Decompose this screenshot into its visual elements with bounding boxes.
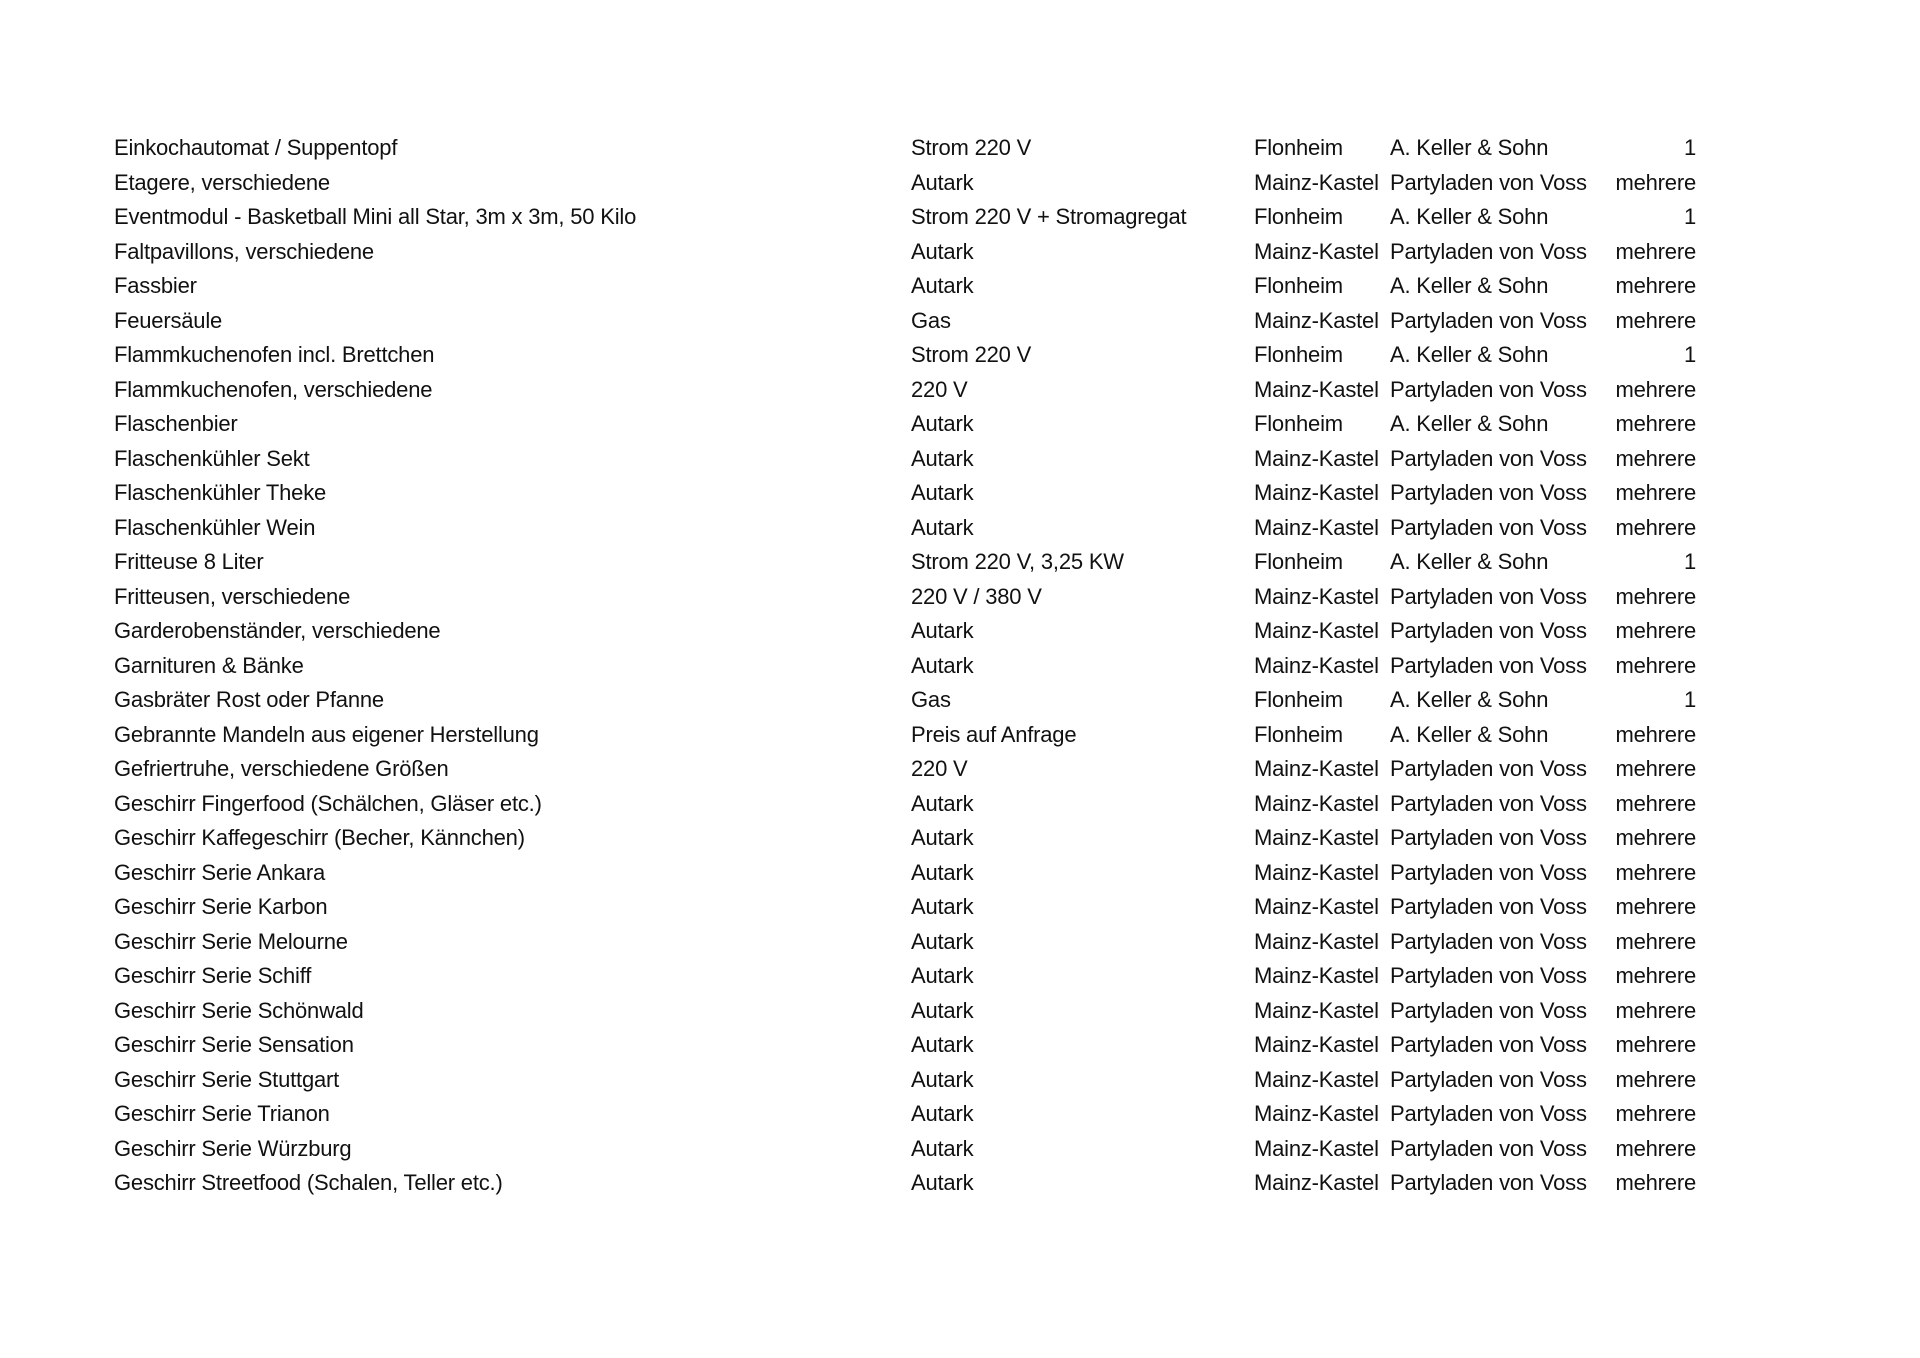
table-row (0, 580, 1920, 615)
table-row (0, 1097, 1920, 1132)
location-cell: Flonheim (1254, 135, 1343, 160)
location-cell: Flonheim (1254, 721, 1343, 747)
item-name-cell: Garderobenständer, verschiedene (114, 618, 441, 643)
supplier-cell: Partyladen von Voss (1390, 790, 1587, 816)
location-cell: Mainz-Kastel (1254, 307, 1379, 333)
supplier-cell: Partyladen von Voss (1390, 963, 1587, 988)
item-name-cell: Feuersäule (114, 307, 223, 333)
item-name-cell: Fassbier (114, 273, 197, 298)
location-cell: Mainz-Kastel (1254, 1101, 1379, 1126)
item-name-cell: Flaschenbier (114, 411, 238, 436)
supplier-cell: Partyladen von Voss (1390, 169, 1587, 195)
location-cell: Flonheim (1254, 273, 1343, 298)
table-row (0, 235, 1920, 270)
location-cell: Mainz-Kastel (1254, 790, 1379, 816)
quantity-cell: mehrere (1615, 652, 1696, 678)
power-supply-cell: Autark (911, 273, 974, 298)
item-name-cell: Geschirr Serie Schönwald (114, 997, 364, 1023)
quantity-cell: mehrere (1615, 859, 1696, 885)
location-cell: Mainz-Kastel (1254, 480, 1379, 505)
item-name-cell: Flammkuchenofen, verschiedene (114, 376, 433, 402)
power-supply-cell: Autark (911, 411, 974, 436)
item-name-cell: Geschirr Serie Sensation (114, 1032, 354, 1057)
power-supply-cell: 220 V (911, 756, 968, 781)
supplier-cell: Partyladen von Voss (1390, 1135, 1587, 1161)
supplier-cell: A. Keller & Sohn (1390, 204, 1549, 229)
supplier-cell: A. Keller & Sohn (1390, 411, 1549, 436)
power-supply-cell: Strom 220 V + Stromagregat (911, 204, 1187, 229)
location-cell: Flonheim (1254, 342, 1343, 367)
supplier-cell: A. Keller & Sohn (1390, 687, 1549, 712)
item-name-cell: Geschirr Streetfood (Schalen, Teller etc.) (114, 1170, 503, 1195)
table-row (0, 925, 1920, 960)
supplier-cell: Partyladen von Voss (1390, 1032, 1587, 1057)
location-cell: Flonheim (1254, 204, 1343, 229)
quantity-cell: mehrere (1615, 273, 1696, 298)
supplier-cell: Partyladen von Voss (1390, 238, 1587, 264)
item-name-cell: Flaschenkühler Theke (114, 480, 327, 505)
power-supply-cell: Gas (911, 687, 951, 712)
supplier-cell: Partyladen von Voss (1390, 928, 1587, 954)
supplier-cell: Partyladen von Voss (1390, 859, 1587, 885)
power-supply-cell: Autark (911, 1101, 974, 1126)
power-supply-cell: Strom 220 V (911, 135, 1032, 160)
table-row (0, 545, 1920, 580)
power-supply-cell: Autark (911, 169, 974, 195)
item-name-cell: Geschirr Kaffegeschirr (Becher, Kännchen) (114, 825, 525, 850)
quantity-cell: mehrere (1615, 997, 1696, 1023)
item-name-cell: Flaschenkühler Sekt (114, 445, 310, 471)
table-row (0, 1028, 1920, 1063)
quantity-cell: mehrere (1615, 790, 1696, 816)
location-cell: Mainz-Kastel (1254, 756, 1379, 781)
item-name-cell: Geschirr Fingerfood (Schälchen, Gläser etc.) (114, 790, 542, 816)
item-name-cell: Eventmodul - Basketball Mini all Star, 3m x 3m, 50 Kilo (114, 204, 637, 229)
location-cell: Flonheim (1254, 687, 1343, 712)
power-supply-cell: Autark (911, 790, 974, 816)
quantity-cell: mehrere (1615, 583, 1696, 609)
location-cell: Mainz-Kastel (1254, 894, 1379, 919)
location-cell: Mainz-Kastel (1254, 169, 1379, 195)
power-supply-cell: Autark (911, 238, 974, 264)
table-row (0, 1063, 1920, 1098)
supplier-cell: Partyladen von Voss (1390, 825, 1587, 850)
item-name-cell: Fritteusen, verschiedene (114, 583, 351, 609)
power-supply-cell: Preis auf Anfrage (911, 721, 1077, 747)
supplier-cell: Partyladen von Voss (1390, 1170, 1587, 1195)
location-cell: Mainz-Kastel (1254, 859, 1379, 885)
table-row (0, 269, 1920, 304)
item-name-cell: Gefriertruhe, verschiedene Größen (114, 756, 449, 781)
table-row (0, 856, 1920, 891)
item-name-cell: Faltpavillons, verschiedene (114, 238, 374, 264)
table-row (0, 338, 1920, 373)
location-cell: Mainz-Kastel (1254, 1170, 1379, 1195)
power-supply-cell: Autark (911, 1135, 974, 1161)
quantity-cell: mehrere (1615, 1101, 1696, 1126)
quantity-cell: mehrere (1615, 721, 1696, 747)
table-row (0, 1166, 1920, 1201)
quantity-cell: mehrere (1615, 169, 1696, 195)
quantity-cell: mehrere (1615, 1135, 1696, 1161)
item-name-cell: Flaschenkühler Wein (114, 514, 316, 540)
quantity-cell: mehrere (1615, 618, 1696, 643)
item-name-cell: Fritteuse 8 Liter (114, 549, 264, 574)
location-cell: Mainz-Kastel (1254, 963, 1379, 988)
table-row (0, 752, 1920, 787)
table-row (0, 718, 1920, 753)
table-row (0, 476, 1920, 511)
quantity-cell: mehrere (1615, 238, 1696, 264)
power-supply-cell: Autark (911, 514, 974, 540)
quantity-cell: mehrere (1615, 963, 1696, 988)
location-cell: Mainz-Kastel (1254, 376, 1379, 402)
table-row (0, 166, 1920, 201)
quantity-cell: mehrere (1615, 756, 1696, 781)
table-row (0, 821, 1920, 856)
quantity-cell: mehrere (1615, 1032, 1696, 1057)
quantity-cell: 1 (1683, 342, 1696, 367)
supplier-cell: A. Keller & Sohn (1390, 273, 1549, 298)
power-supply-cell: Autark (911, 859, 974, 885)
supplier-cell: Partyladen von Voss (1390, 514, 1587, 540)
location-cell: Mainz-Kastel (1254, 583, 1379, 609)
location-cell: Mainz-Kastel (1254, 238, 1379, 264)
location-cell: Mainz-Kastel (1254, 997, 1379, 1023)
item-name-cell: Einkochautomat / Suppentopf (114, 135, 398, 160)
table-row (0, 959, 1920, 994)
supplier-cell: Partyladen von Voss (1390, 756, 1587, 781)
supplier-cell: Partyladen von Voss (1390, 583, 1587, 609)
quantity-cell: 1 (1683, 135, 1696, 160)
item-name-cell: Garnituren & Bänke (114, 652, 304, 678)
quantity-cell: mehrere (1615, 514, 1696, 540)
table-row (0, 511, 1920, 546)
supplier-cell: Partyladen von Voss (1390, 376, 1587, 402)
power-supply-cell: Autark (911, 618, 974, 643)
quantity-cell: mehrere (1615, 928, 1696, 954)
location-cell: Flonheim (1254, 549, 1343, 574)
item-name-cell: Geschirr Serie Würzburg (114, 1135, 352, 1161)
item-name-cell: Flammkuchenofen incl. Brettchen (114, 342, 435, 367)
item-name-cell: Gasbräter Rost oder Pfanne (114, 687, 384, 712)
quantity-cell: 1 (1683, 549, 1696, 574)
supplier-cell: Partyladen von Voss (1390, 1066, 1587, 1092)
power-supply-cell: Autark (911, 445, 974, 471)
table-row (0, 407, 1920, 442)
equipment-table (0, 131, 1920, 1201)
power-supply-cell: Autark (911, 652, 974, 678)
power-supply-cell: Autark (911, 963, 974, 988)
supplier-cell: A. Keller & Sohn (1390, 721, 1549, 747)
supplier-cell: A. Keller & Sohn (1390, 135, 1549, 160)
table-row (0, 890, 1920, 925)
table-row (0, 373, 1920, 408)
item-name-cell: Geschirr Serie Trianon (114, 1101, 330, 1126)
supplier-cell: Partyladen von Voss (1390, 997, 1587, 1023)
supplier-cell: Partyladen von Voss (1390, 652, 1587, 678)
location-cell: Mainz-Kastel (1254, 1066, 1379, 1092)
power-supply-cell: Autark (911, 825, 974, 850)
location-cell: Mainz-Kastel (1254, 652, 1379, 678)
table-row (0, 649, 1920, 684)
quantity-cell: mehrere (1615, 411, 1696, 436)
supplier-cell: Partyladen von Voss (1390, 445, 1587, 471)
item-name-cell: Etagere, verschiedene (114, 169, 330, 195)
location-cell: Mainz-Kastel (1254, 928, 1379, 954)
location-cell: Mainz-Kastel (1254, 1032, 1379, 1057)
table-row (0, 994, 1920, 1029)
power-supply-cell: 220 V (911, 376, 968, 402)
location-cell: Flonheim (1254, 411, 1343, 436)
power-supply-cell: Autark (911, 997, 974, 1023)
table-row (0, 131, 1920, 166)
power-supply-cell: Autark (911, 480, 974, 505)
quantity-cell: mehrere (1615, 480, 1696, 505)
quantity-cell: mehrere (1615, 825, 1696, 850)
location-cell: Mainz-Kastel (1254, 514, 1379, 540)
location-cell: Mainz-Kastel (1254, 1135, 1379, 1161)
item-name-cell: Geschirr Serie Stuttgart (114, 1066, 340, 1092)
power-supply-cell: Strom 220 V, 3,25 KW (911, 549, 1124, 574)
item-name-cell: Geschirr Serie Karbon (114, 894, 328, 919)
supplier-cell: A. Keller & Sohn (1390, 342, 1549, 367)
item-name-cell: Geschirr Serie Schiff (114, 963, 312, 988)
quantity-cell: mehrere (1615, 1066, 1696, 1092)
quantity-cell: 1 (1683, 687, 1696, 712)
quantity-cell: mehrere (1615, 307, 1696, 333)
location-cell: Mainz-Kastel (1254, 618, 1379, 643)
supplier-cell: A. Keller & Sohn (1390, 549, 1549, 574)
power-supply-cell: Autark (911, 1066, 974, 1092)
item-name-cell: Geschirr Serie Ankara (114, 859, 325, 885)
table-row (0, 787, 1920, 822)
power-supply-cell: Strom 220 V (911, 342, 1032, 367)
supplier-cell: Partyladen von Voss (1390, 618, 1587, 643)
supplier-cell: Partyladen von Voss (1390, 894, 1587, 919)
power-supply-cell: Autark (911, 1170, 974, 1195)
quantity-cell: mehrere (1615, 1170, 1696, 1195)
quantity-cell: mehrere (1615, 376, 1696, 402)
table-row (0, 1132, 1920, 1167)
supplier-cell: Partyladen von Voss (1390, 480, 1587, 505)
table-row (0, 304, 1920, 339)
quantity-cell: mehrere (1615, 445, 1696, 471)
supplier-cell: Partyladen von Voss (1390, 1101, 1587, 1126)
power-supply-cell: Gas (911, 307, 951, 333)
quantity-cell: mehrere (1615, 894, 1696, 919)
location-cell: Mainz-Kastel (1254, 445, 1379, 471)
item-name-cell: Gebrannte Mandeln aus eigener Herstellung (114, 721, 539, 747)
power-supply-cell: 220 V / 380 V (911, 583, 1042, 609)
table-row (0, 200, 1920, 235)
item-name-cell: Geschirr Serie Melourne (114, 928, 348, 954)
power-supply-cell: Autark (911, 928, 974, 954)
table-row (0, 614, 1920, 649)
location-cell: Mainz-Kastel (1254, 825, 1379, 850)
table-row (0, 683, 1920, 718)
power-supply-cell: Autark (911, 1032, 974, 1057)
power-supply-cell: Autark (911, 894, 974, 919)
quantity-cell: 1 (1683, 204, 1696, 229)
table-row (0, 442, 1920, 477)
supplier-cell: Partyladen von Voss (1390, 307, 1587, 333)
